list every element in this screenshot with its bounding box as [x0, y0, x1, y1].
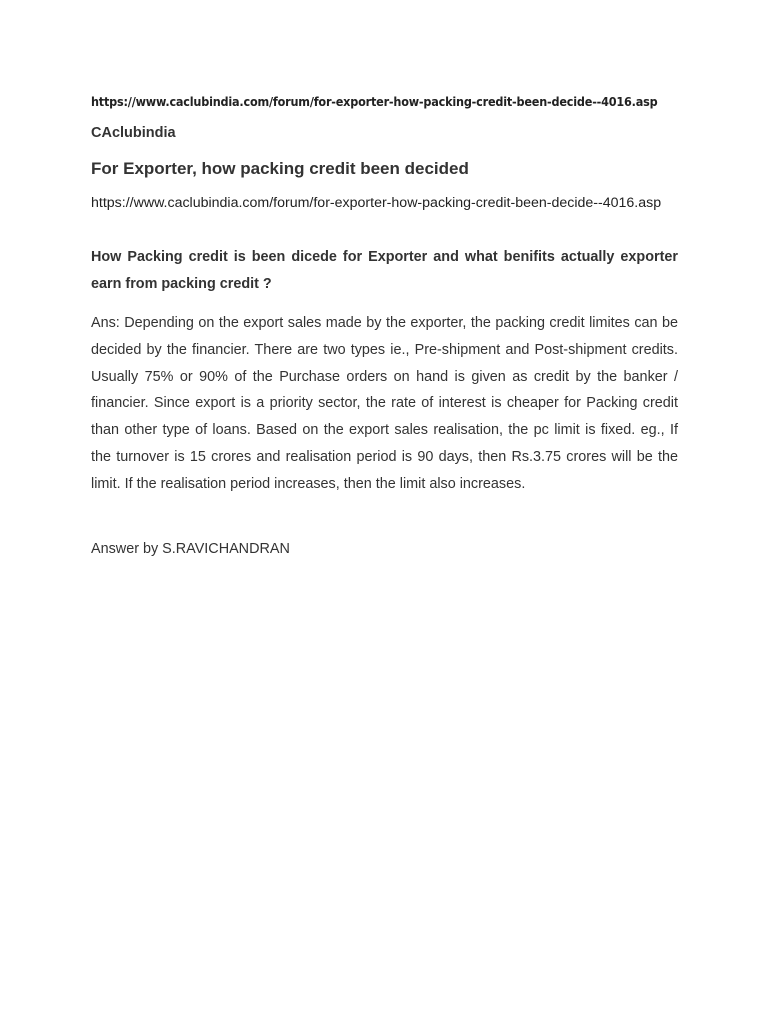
answer-text: Ans: Depending on the export sales made by the exporter, the packing credit limites can be decided by the financier. There are two types ie., Pre-shipment and Post-shipment credits. Usually 75% or 90% of the Purchase orders on hand is given as credit by the banker / financier. Since export is a priority sector, the rate of interest is cheaper for Packing credit than other type of loans. Based on the export sales realisation, the pc limit is fixed. eg., If the turnover is 15 crores and realisation period is 90 days, then Rs.3.75 crores will be the limit. If the realisation period increases, then the limit also increases.: [91, 315, 678, 492]
header-url: https://www.caclubindia.com/forum/for-exporter-how-packing-credit-been-decide--4016.asp: [91, 94, 658, 109]
site-name: CAclubindia: [91, 125, 176, 141]
source-url: https://www.caclubindia.com/forum/for-exporter-how-packing-credit-been-decide--4016.asp: [91, 195, 662, 211]
page-title: For Exporter, how packing credit been decided: [91, 159, 469, 178]
question-text: How Packing credit is been dicede for Exporter and what benifits actually exporter earn from packing credit ?: [91, 249, 678, 292]
answer-byline: Answer by S.RAVICHANDRAN: [91, 541, 290, 557]
